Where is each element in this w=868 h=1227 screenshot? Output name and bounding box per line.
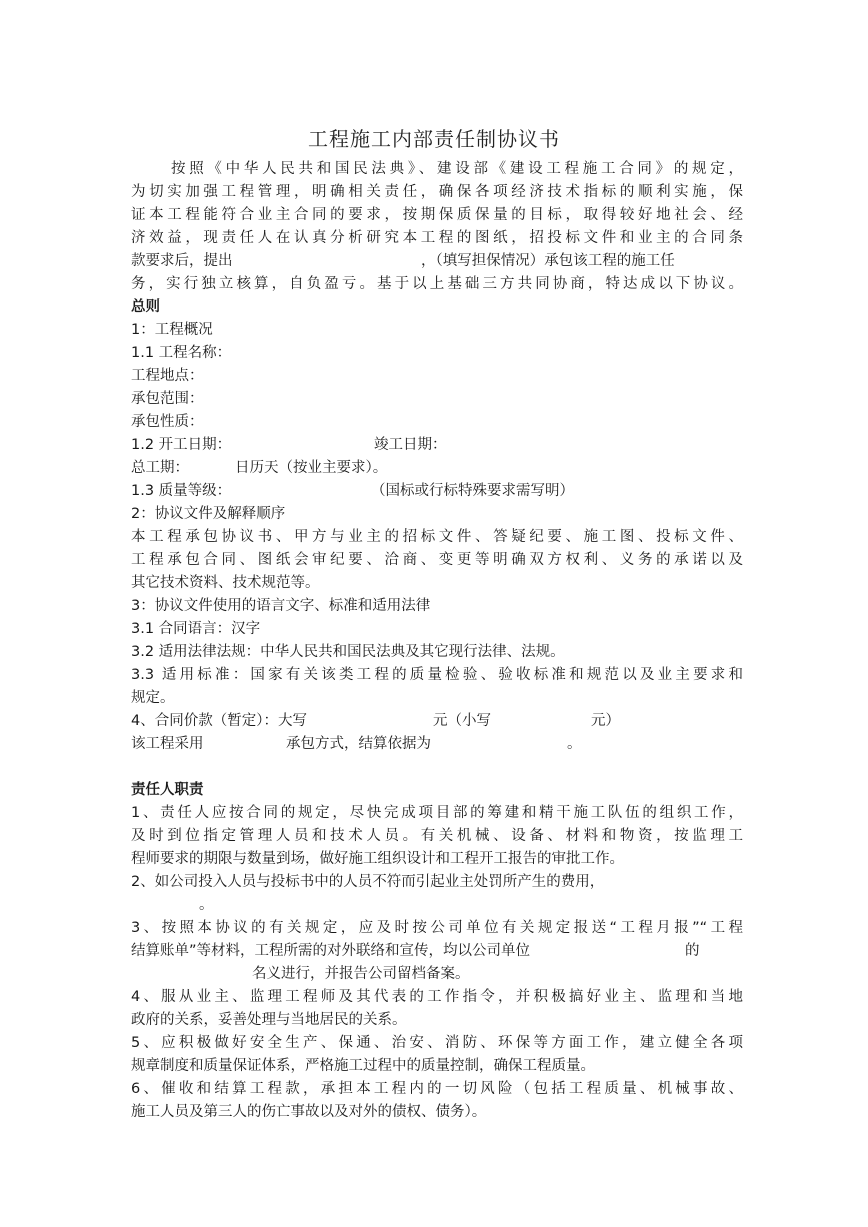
contract-price-label: 4、合同价款（暂定）：大写 [131, 713, 307, 729]
project-name-field: 1.1 工程名称： [131, 345, 232, 361]
section-heading-duties: 责任人职责 [131, 782, 204, 798]
intro-paragraph [131, 158, 743, 296]
contract-method-label: 该工程采用 [131, 736, 204, 752]
duty-line: 政府的关系，妥善处理与当地居民的关系。 [131, 1012, 407, 1028]
settlement-basis-end: 。 [567, 736, 582, 752]
contract-price-row [131, 710, 743, 733]
contract-price-end: 元） [591, 713, 620, 729]
total-duration-row [131, 457, 743, 480]
duty-line: 6、催收和结算工程款，承担本工程内的一切风险（包括工程质量、机械事故、 [131, 1081, 743, 1097]
agreement-docs-line: 其它技术资料、技术规范等。 [131, 575, 320, 591]
end-date-field: 竣工日期： [374, 437, 447, 453]
agreement-docs-line: 本工程承包协议书、甲方与业主的招标文件、答疑纪要、施工图、投标文件、 [131, 529, 743, 545]
intro-line-part: 款要求后，提出 [131, 253, 233, 269]
contract-method-row [131, 733, 743, 756]
date-row [131, 434, 743, 457]
section-heading-general: 总则 [131, 299, 160, 315]
intro-line: 务，实行独立核算，自负盈亏。基于以上基础三方共同协商，特达成以下协议。 [131, 276, 743, 292]
intro-line: 济效益，现责任人在认真分析研究本工程的图纸，招投标文件和业主的合同条 [131, 230, 743, 246]
duty-line-part: 名义进行，并报告公司留档备案。 [252, 966, 470, 982]
duty-line: 5、应积极做好安全生产、保通、治安、消防、环保等方面工作，建立健全各项 [131, 1035, 743, 1051]
duty-line: 规章制度和质量保证体系，严格施工过程中的质量控制，确保工程质量。 [131, 1058, 595, 1074]
project-location-field: 工程地点： [131, 368, 204, 384]
total-duration-text: 日历天（按业主要求）。 [235, 460, 388, 476]
document-title: 工程施工内部责任制协议书 [308, 127, 560, 151]
quality-row [131, 480, 743, 503]
settlement-basis-label: 承包方式，结算依据为 [286, 736, 431, 752]
contract-price-small: 元（小写 [433, 713, 491, 729]
duty-line: 1、责任人应按合同的规定，尽快完成项目部的筹建和精干施工队伍的组织工作， [131, 805, 743, 821]
duty-line: 及时到位指定管理人员和技术人员。有关机械、设备、材料和物资，按监理工 [131, 828, 743, 844]
agreement-docs-heading: 2：协议文件及解释顺序 [131, 506, 286, 522]
contract-language: 3.1 合同语言：汉字 [131, 621, 261, 637]
intro-line [131, 250, 743, 273]
project-overview-heading: 1：工程概况 [131, 322, 213, 338]
blank-line [131, 756, 743, 779]
document-body [131, 158, 743, 1124]
duty-period: 。 [199, 897, 214, 913]
applicable-standard-line: 规定。 [131, 690, 175, 706]
quality-grade-field: 1.3 质量等级： [131, 483, 232, 499]
duty-line [131, 894, 743, 917]
intro-line: 为切实加强工程管理，明确相关责任，确保各项经济技术指标的顺利实施，保 [131, 184, 743, 200]
start-date-field: 1.2 开工日期： [131, 437, 232, 453]
duty-line: 2、如公司投入人员与投标书中的人员不符而引起业主处罚所产生的费用， [131, 874, 605, 890]
duty-line-part: 的 [685, 943, 700, 959]
language-law-heading: 3：协议文件使用的语言文字、标准和适用法律 [131, 598, 431, 614]
intro-line: 按照《中华人民共和国民法典》、建设部《建设工程施工合同》的规定， [171, 161, 743, 177]
intro-line-part: ，（填写担保情况）承包该工程的施工任 [421, 253, 675, 269]
contract-scope-field: 承包范围： [131, 391, 204, 407]
duty-line: 3、按照本协议的有关规定，应及时按公司单位有关规定报送“工程月报”“工程 [131, 920, 743, 936]
duty-line: 程师要求的期限与数量到场，做好施工组织设计和工程开工报告的审批工作。 [131, 851, 624, 867]
duty-line [131, 963, 743, 986]
duty-line [131, 940, 743, 963]
applicable-law: 3.2 适用法律法规：中华人民共和国民法典及其它现行法律、法规。 [131, 644, 565, 660]
duty-line: 4、服从业主、监理工程师及其代表的工作指令，并积极搞好业主、监理和当地 [131, 989, 743, 1005]
total-duration-label: 总工期： [131, 460, 189, 476]
agreement-docs-line: 工程承包合同、图纸会审纪要、洽商、变更等明确双方权利、义务的承诺以及 [131, 552, 743, 568]
applicable-standard-line: 3.3 适用标准：国家有关该类工程的质量检验、验收标准和规范以及业主要求和 [131, 667, 743, 683]
duty-line: 施工人员及第三人的伤亡事故以及对外的债权、债务）。 [131, 1104, 487, 1120]
duty-line-part: 结算账单”等材料，工程所需的对外联络和宣传，均以公司单位 [131, 943, 531, 959]
quality-grade-note: （国标或行标特殊要求需写明） [371, 483, 574, 499]
intro-line: 证本工程能符合业主合同的要求，按期保质保量的目标，取得较好地社会、经 [131, 207, 743, 223]
contract-nature-field: 承包性质： [131, 414, 204, 430]
